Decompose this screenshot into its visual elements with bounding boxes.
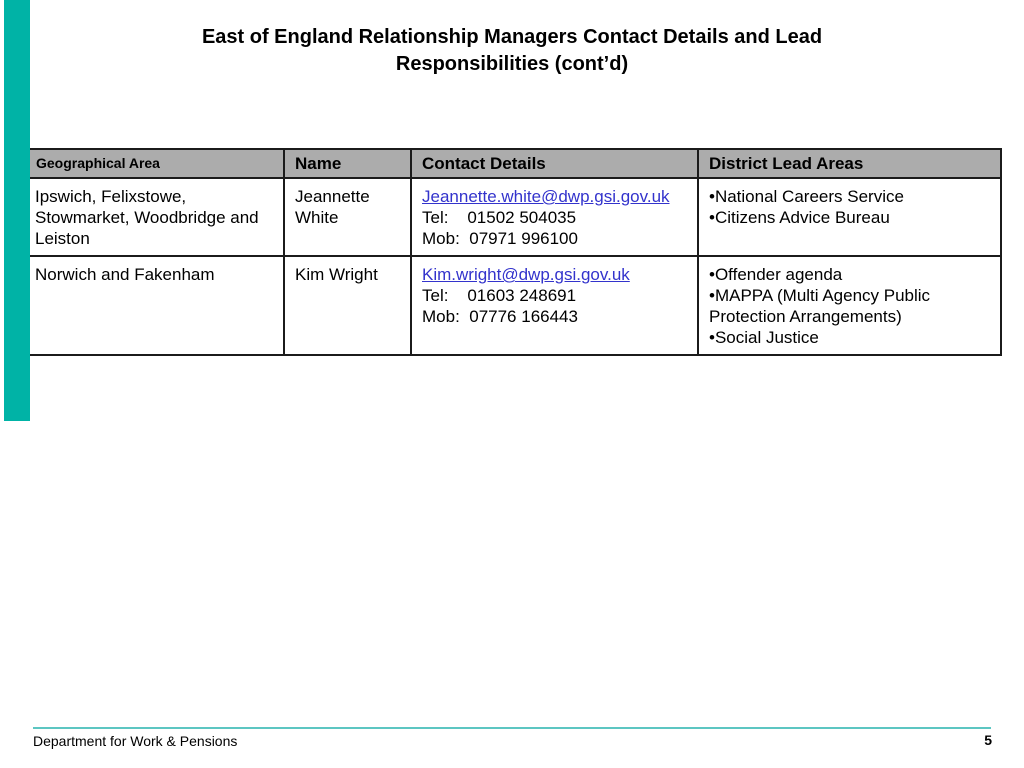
district-lead-areas-cell	[698, 256, 1001, 355]
name-cell: Jeannette White	[284, 178, 411, 256]
mob-number: Mob: 07971 996100	[422, 229, 578, 248]
contact-details-cell	[411, 256, 698, 355]
lead-area-item: • Social Justice	[709, 327, 994, 348]
contact-details-table	[8, 148, 1002, 356]
geographical-area-cell: Ipswich, Felixstowe, Stowmarket, Woodbridge and Leiston	[9, 178, 284, 256]
lead-area-item: • Offender agenda	[709, 264, 994, 285]
table-header-row	[9, 149, 1001, 178]
column-header-district-lead-areas: District Lead Areas	[698, 149, 1001, 178]
column-header-contact-details: Contact Details	[411, 149, 698, 178]
slide-title	[0, 24, 1024, 78]
table-row	[9, 178, 1001, 256]
left-accent-bar	[4, 0, 30, 421]
email-link[interactable]: Jeannette.white@dwp.gsi.gov.uk	[422, 187, 670, 206]
name-cell: Kim Wright	[284, 256, 411, 355]
email-link[interactable]: Kim.wright@dwp.gsi.gov.uk	[422, 265, 630, 284]
lead-area-item: • MAPPA (Multi Agency Public Protection Arrangements)	[709, 285, 994, 327]
table-row	[9, 256, 1001, 355]
footer-department-label: Department for Work & Pensions	[33, 733, 238, 749]
district-lead-areas-cell	[698, 178, 1001, 256]
tel-number: Tel: 01603 248691	[422, 286, 577, 305]
contact-details-cell	[411, 178, 698, 256]
footer-divider-line	[33, 727, 991, 729]
column-header-name: Name	[284, 149, 411, 178]
page-number: 5	[984, 732, 992, 748]
tel-number: Tel: 01502 504035	[422, 208, 577, 227]
slide-title-line-2: Responsibilities (cont’d)	[395, 53, 629, 75]
geographical-area-cell: Norwich and Fakenham	[9, 256, 284, 355]
mob-number: Mob: 07776 166443	[422, 307, 578, 326]
column-header-geographical-area: Geographical Area	[9, 149, 284, 178]
slide-title-line-1: East of England Relationship Managers Contact Details and Lead	[201, 26, 823, 48]
lead-area-item: • National Careers Service	[709, 186, 994, 207]
lead-area-item: • Citizens Advice Bureau	[709, 207, 994, 228]
